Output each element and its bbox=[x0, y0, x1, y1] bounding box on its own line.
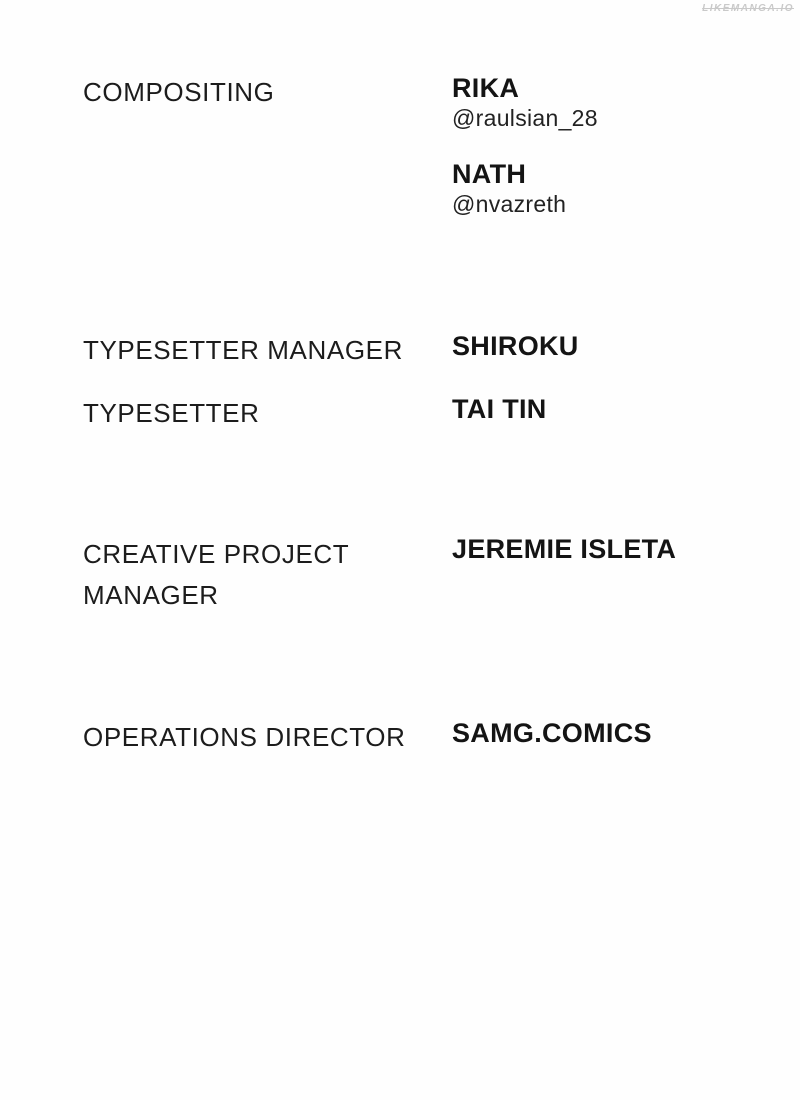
role-label-typesetter-manager: TYPESETTER MANAGER bbox=[83, 335, 403, 365]
person-name: SHIROKU bbox=[452, 331, 579, 361]
person-block bbox=[452, 159, 566, 218]
person-block bbox=[452, 718, 652, 748]
person-block bbox=[452, 73, 598, 132]
person-name: SAMG.COMICS bbox=[452, 718, 652, 748]
person-handle: @raulsian_28 bbox=[452, 105, 598, 131]
person-block bbox=[452, 331, 579, 361]
role-label-creative-project-manager: CREATIVE PROJECT MANAGER bbox=[83, 539, 349, 610]
person-handle: @nvazreth bbox=[452, 191, 567, 217]
role-label-operations-director: OPERATIONS DIRECTOR bbox=[83, 722, 406, 752]
person-name: NATH bbox=[452, 159, 527, 189]
person-block bbox=[452, 534, 676, 564]
person-name: TAI TIN bbox=[452, 394, 547, 424]
person-block bbox=[452, 394, 547, 424]
role-label-typesetter: TYPESETTER bbox=[83, 398, 260, 428]
person-name: RIKA bbox=[452, 73, 520, 103]
role-label-compositing: COMPOSITING bbox=[83, 77, 275, 107]
site-watermark: LIKEMANGA.IO bbox=[702, 3, 794, 14]
person-name: JEREMIE ISLETA bbox=[452, 534, 677, 564]
